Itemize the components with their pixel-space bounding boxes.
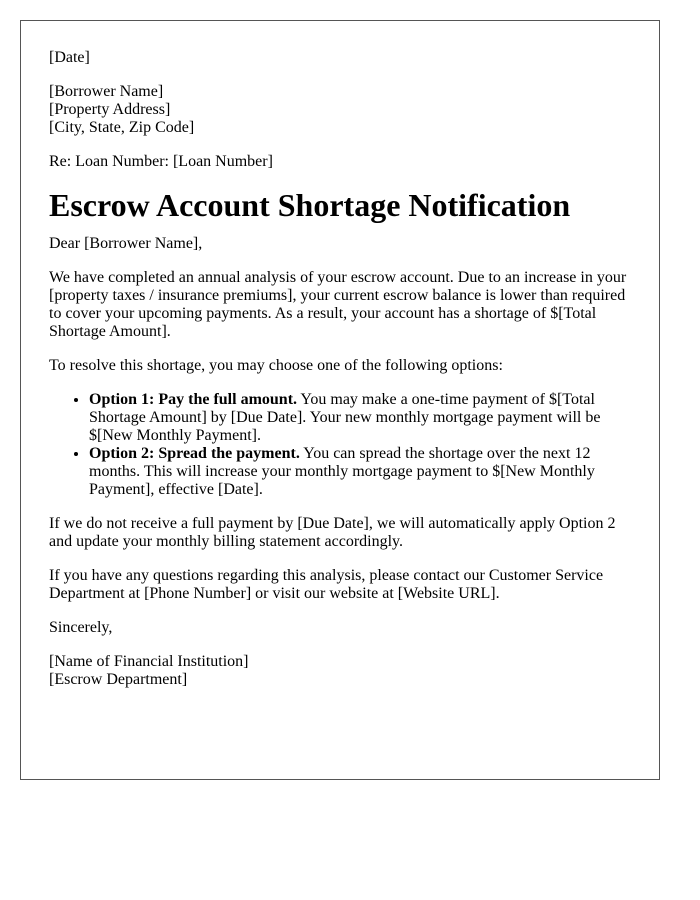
loan-reference: Re: Loan Number: [Loan Number] [49, 153, 273, 170]
option-title: Option 1: Pay the full amount. [89, 391, 298, 408]
salutation: Dear [Borrower Name], [49, 235, 203, 252]
recipient-name: [Borrower Name] [49, 83, 164, 100]
letter [20, 20, 660, 780]
recipient-address-block [49, 83, 631, 137]
options-intro-paragraph: To resolve this shortage, you may choose one of the following options: [49, 357, 503, 374]
option-title: Option 2: Spread the payment. [89, 445, 300, 462]
option-item [89, 391, 631, 445]
letter-date: [Date] [49, 49, 90, 66]
contact-paragraph: If you have any questions regarding this analysis, please contact our Customer Service Department at [Phone Number] or visit our website at [Website URL]. [49, 567, 604, 602]
date-block [49, 49, 631, 67]
default-notice-paragraph: If we do not receive a full payment by [Due Date], we will automatically apply Option 2 and update your monthly billing statement accordingly. [49, 515, 616, 550]
analysis-paragraph: We have completed an annual analysis of your escrow account. Due to an increase in your [property taxes / insurance premiums], your current escrow balance is lower than required to cover your upcoming payments. As a result, your account has a shortage of $[Total Shortage Amount]. [49, 269, 627, 340]
department-name: [Escrow Department] [49, 671, 188, 688]
option-text: You can spread the shortage over the next 12 months. This will increase your monthly mortgage payment to $[New Monthly Payment], effective [Date]. [89, 445, 595, 498]
recipient-property-address: [Property Address] [49, 101, 171, 118]
options-list [49, 391, 631, 499]
option-item [89, 445, 631, 499]
institution-name: [Name of Financial Institution] [49, 653, 249, 670]
signature-block [49, 653, 631, 689]
option-text: You may make a one-time payment of $[Total Shortage Amount] by [Due Date]. Your new monthly mortgage payment will be $[New Monthly Payment]. [89, 391, 601, 444]
letter-title: Escrow Account Shortage Notification [49, 187, 571, 223]
signoff: Sincerely, [49, 619, 113, 636]
reference-block [49, 153, 631, 171]
recipient-city-state-zip: [City, State, Zip Code] [49, 119, 195, 136]
